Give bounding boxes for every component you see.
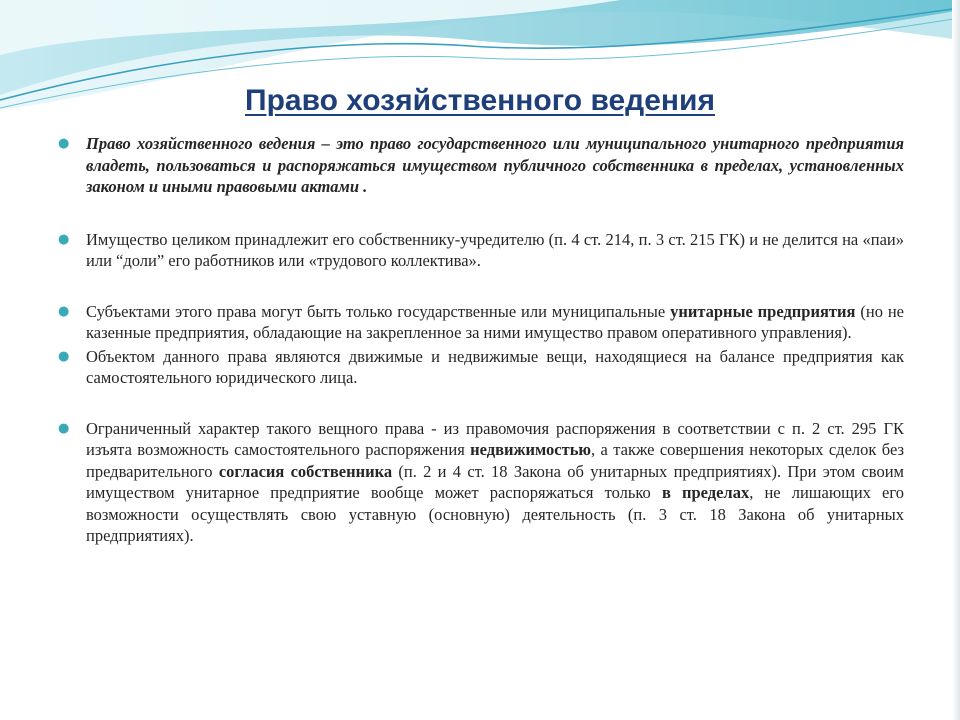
- list-item-limits: [58, 418, 904, 547]
- limits-text-4: , не лишающих его возможности осуществлять свою уставную (основную) деятельность (п. 3 ст. 18 Закона об унитарных предприятиях).: [86, 483, 904, 545]
- bullet-dot-icon: ●: [58, 231, 70, 247]
- objects-text: Объектом данного права являются движимые и недвижимые вещи, находящиеся на балансе предприятия как самостоятельного юридического лица.: [86, 346, 904, 387]
- list-item-definition: [58, 133, 904, 198]
- subjects-emphasis: унитарные предприятия: [670, 301, 856, 321]
- list-item-objects: [58, 346, 904, 389]
- limits-emphasis-consent: согласия собственника: [218, 461, 393, 481]
- bullet-dot-icon: ●: [58, 348, 70, 364]
- limits-text-1: Ограниченный характер такого вещного права - из правомочия распоряжения в соответствии с п. 2 ст. 295 ГК изъята возможность самостоятельного распоряжения: [86, 418, 904, 459]
- bullet-dot-icon: ●: [58, 136, 70, 151]
- bullet-dot-icon: ●: [58, 420, 70, 436]
- page-title: Право хозяйственного ведения: [245, 84, 715, 117]
- header-wave-decoration: [0, 0, 960, 140]
- limits-emphasis-bounds: в пределах: [661, 483, 750, 502]
- limits-emphasis-realty: недвижимостью: [470, 440, 592, 459]
- limits-text-2: , а также совершения некоторых сделок без предварительного: [86, 440, 904, 481]
- ownership-text: Имущество целиком принадлежит его собственнику-учредителю (п. 4 ст. 214, п. 3 ст. 215 ГК) и не делится на «паи» или “доли” его работников или «трудового коллектива».: [86, 229, 904, 270]
- subjects-text-1: Субъектами этого права могут быть только государственные или муниципальные: [86, 301, 671, 321]
- list-item-ownership: [58, 229, 904, 272]
- bullet-list: [58, 133, 904, 547]
- list-item-subjects: [58, 301, 904, 344]
- definition-text: Право хозяйственного ведения – это право государственного или муниципального унитарного предприятия владеть, пользоваться и распоряжаться имуществом публичного собственника в пределах, установленных законом и иными правовыми актами .: [86, 134, 904, 196]
- limits-text-3: (п. 2 и 4 ст. 18 Закона об унитарных предприятиях). При этом своим имуществом унитарное предприятие вообще может распоряжаться только: [86, 461, 904, 502]
- bullet-dot-icon: ●: [58, 303, 70, 319]
- subjects-text-2: (но не казенные предприятия, обладающие на закрепленное за ними имущество правом оперативного управления).: [86, 301, 904, 342]
